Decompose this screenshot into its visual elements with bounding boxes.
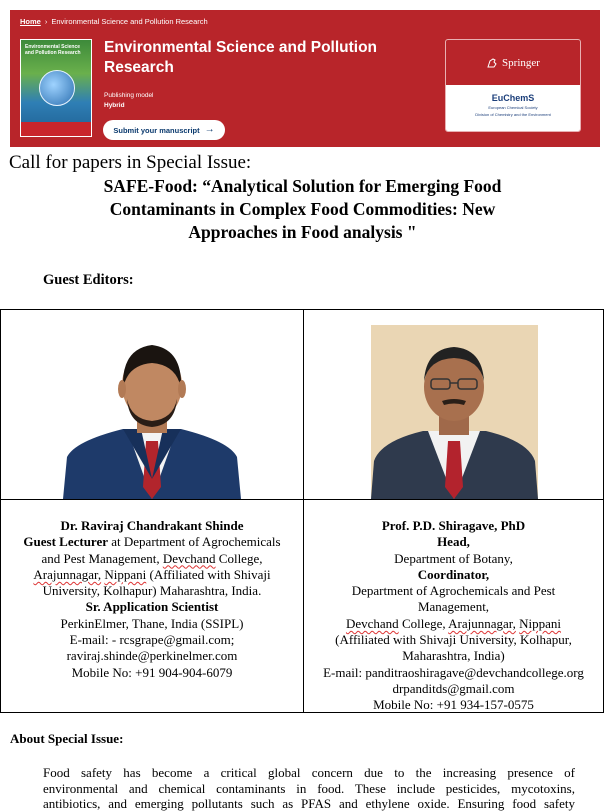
editor1-role-2: Sr. Application Scientist [85,599,219,615]
cover-globe [39,70,75,106]
submit-manuscript-label: Submit your manuscript [113,125,200,135]
breadcrumb-separator: › [44,17,48,26]
editor1-line-1 [1,534,303,550]
about-heading: About Special Issue: [10,731,124,746]
table-row-divider [1,499,603,500]
editor1-dept-a: at Department of Agrochemicals [108,534,281,550]
editor2-mobile: Mobile No: +91 934-157-0575 [373,697,534,713]
editor2-college-line [304,616,603,632]
editor1-college-rest: College, [215,550,263,566]
title-line-1: SAFE-Food: “Analytical Solution for Emerging Food [103,176,502,196]
editor1-name: Dr. Raviraj Chandrakant Shinde [60,518,244,533]
editor1-company: PerkinElmer, Thane, India (SSIPL) [60,615,244,631]
editor1-line-3 [1,567,303,583]
editor1-details [1,518,303,681]
editor2-name: Prof. P.D. Shiragave, PhD [381,518,526,533]
special-issue-title [40,175,565,244]
publishing-model-value: Hybrid [104,102,125,109]
springer-logo[interactable] [446,40,580,85]
editor1-portrait-illustration [63,329,241,499]
journal-banner [10,10,600,147]
editor2-dept-2a: Department of Agrochemicals and Pest [351,583,556,599]
editor2-email-2[interactable]: drpanditds@gmail.com [392,680,515,696]
editor2-college-word: Devchand [345,615,399,631]
editor1-affiliation-a: (Affiliated with Shivaji [146,566,271,582]
editor2-role: Head, [437,534,470,550]
about-paragraph [43,765,575,812]
editor2-dept: Department of Botany, [394,550,513,566]
breadcrumb [20,17,208,26]
editor1-photo [63,329,241,499]
partner-subtitle-1: European Chemical Society [488,105,538,110]
editor1-mobile: Mobile No: +91 904-904-6079 [71,664,233,680]
call-for-papers-line: Call for papers in Special Issue: [9,152,252,173]
publisher-box [445,39,581,132]
guest-editors-heading: Guest Editors: [43,272,134,288]
editor2-village-2: Nippani [519,615,561,631]
editor1-college-word: Devchand [162,550,216,566]
editor1-email-2[interactable]: raviraj.shinde@perkinelmer.com [66,648,238,664]
editor1-role: Guest Lecturer [23,534,109,550]
publisher-name: Springer [502,56,540,69]
editor2-college-rest: College, [398,615,449,631]
cover-band [21,122,91,136]
editor2-dept-2b: Management, [417,599,490,615]
about-line-3: antibiotics, and emerging pollutants such as PFAS and ethylene oxide. Ensuring food safety [43,796,575,811]
breadcrumb-current[interactable]: Environmental Science and Pollution Research [51,17,208,26]
publishing-model-label: Publishing model [104,92,154,99]
editor2-portrait-illustration [371,325,538,499]
breadcrumb-home-link[interactable]: Home [20,17,41,26]
title-line-3: Approaches in Food analysis " [188,222,417,242]
cover-title: Environmental Science and Pollution Research [25,44,81,56]
partner-subtitle-2: Division of Chemistry and the Environment [475,112,551,117]
about-line-1: Food safety has become a critical global concern due to the increasing presence of [43,765,575,780]
editor1-village-2: Nippani [104,566,147,582]
journal-title[interactable]: Environmental Science and Pollution Research [104,39,378,76]
submit-manuscript-button[interactable] [103,120,225,140]
editor2-affiliation-2: Maharashtra, India) [402,648,505,664]
about-line-2: environmental and chemical contaminants in food. These include pesticides, mycotoxins, [43,780,575,796]
editor1-line-2 [1,551,303,567]
editor1-dept-b: and Pest Management, [41,550,163,566]
editor2-role-2: Coordinator, [417,566,490,582]
journal-cover-image[interactable] [20,39,92,137]
arrow-right-icon: → [204,124,215,135]
guest-editors-table [0,309,604,713]
editor2-affiliation-1: (Affiliated with Shivaji University, Kolhapur, [335,632,572,648]
title-line-2: Contaminants in Complex Food Commodities: New [109,199,496,219]
editor2-village-1: Arajunnagar, [448,615,516,631]
editor2-photo [371,325,538,499]
editor2-details [304,518,603,714]
editor1-village-1: Arajunnagar, [33,566,102,582]
editor1-affiliation-b: University, Kolhapur) Maharashtra, India. [42,583,262,599]
springer-horse-icon [486,57,498,69]
partner-name: EuChemS [491,93,535,103]
euchems-logo[interactable] [446,85,580,131]
editor2-email-1[interactable]: E-mail: panditraoshiragave@devchandcollege.org [323,664,584,680]
editor1-email-1[interactable]: E-mail: - rcsgrape@gmail.com; [69,632,235,648]
